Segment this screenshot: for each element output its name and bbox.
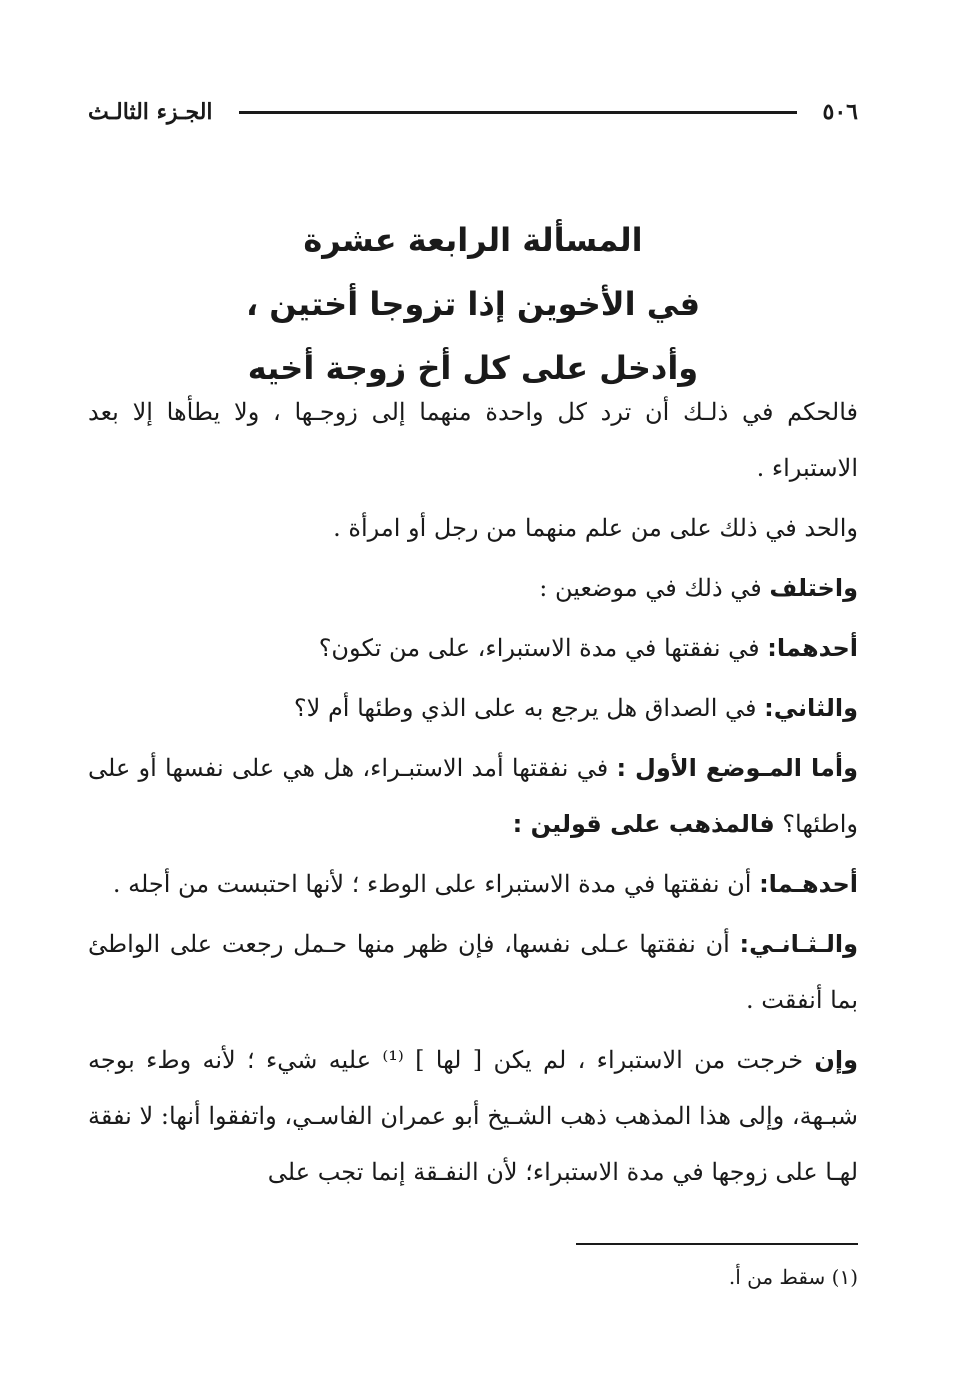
paragraph-emphasis: فالمذهب على قولين : xyxy=(512,810,775,838)
section-title xyxy=(88,208,858,400)
paragraph-lead: واختلف xyxy=(769,574,858,602)
paragraph-lead: وإن xyxy=(814,1046,858,1074)
paragraph xyxy=(88,1032,858,1200)
paragraph-text: أن نفقتها عـلى نفسها، فإن ظهر منها حـمل رجعت على الواطئ بما أنفقت . xyxy=(88,930,858,1014)
paragraph-text: في الصداق هل يرجع به على الذي وطئها أم لا؟ xyxy=(293,694,765,722)
paragraph-text: والحد في ذلك على من علم منهما من رجل أو امرأة . xyxy=(333,514,858,542)
footnote: (١) سقط من أ. xyxy=(728,1265,858,1289)
paragraph xyxy=(88,680,858,736)
paragraph xyxy=(88,384,858,496)
title-line-1: المسألة الرابعة عشرة xyxy=(303,221,643,259)
paragraph xyxy=(88,500,858,556)
paragraph-text: في نفقتها أمد الاستبـراء، هل هي على نفسها أو على واطئها؟ xyxy=(88,754,858,838)
running-header xyxy=(88,92,858,132)
header-rule xyxy=(239,111,797,114)
paragraph-text: في نفقتها في مدة الاستبراء، على من تكون؟ xyxy=(318,634,768,662)
title-line-2: في الأخوين إذا تزوجا أختين ، xyxy=(245,285,701,323)
paragraph-text: فالحكم في ذلـك أن ترد كل واحدة منهما إلى زوجـها ، ولا يطأها إلا بعد الاستبراء . xyxy=(88,398,858,482)
paragraph-text: خرجت من الاستبراء ، لم يكن [ لها ] ⁽¹⁾ عليه شيء ؛ لأنه وطء بوجه شبـهة، وإلى هذا المذهب ذهب الشـيخ أبو عمران الفاسـي، واتفقوا أنها: لا نفقة لهـا على زوجها في مدة الاستبراء؛ لأن النفـقة إنما تجب على xyxy=(88,1046,858,1186)
part-title: الجـزء الثالـث xyxy=(88,99,213,125)
paragraph-lead: وأما المـوضع الأول : xyxy=(616,754,859,782)
paragraph-lead: أحدهما: xyxy=(767,634,858,662)
page-number: ٥٠٦ xyxy=(822,99,858,125)
paragraph-lead: والـثـانـي: xyxy=(739,930,858,958)
paragraph xyxy=(88,560,858,616)
body-text xyxy=(88,384,858,1204)
paragraph xyxy=(88,620,858,676)
paragraph xyxy=(88,916,858,1028)
paragraph xyxy=(88,856,858,912)
paragraph xyxy=(88,740,858,852)
paragraph-text: في ذلك في موضعين : xyxy=(539,574,770,602)
paragraph-text: أن نفقتها في مدة الاستبراء على الوطء ؛ لأنها احتبست من أجله . xyxy=(112,870,760,898)
title-line-3: وأدخل على كل أخ زوجة أخيه xyxy=(247,349,699,387)
paragraph-lead: أحدهـما: xyxy=(759,870,858,898)
footnote-rule xyxy=(576,1243,858,1245)
paragraph-lead: والثاني: xyxy=(764,694,858,722)
